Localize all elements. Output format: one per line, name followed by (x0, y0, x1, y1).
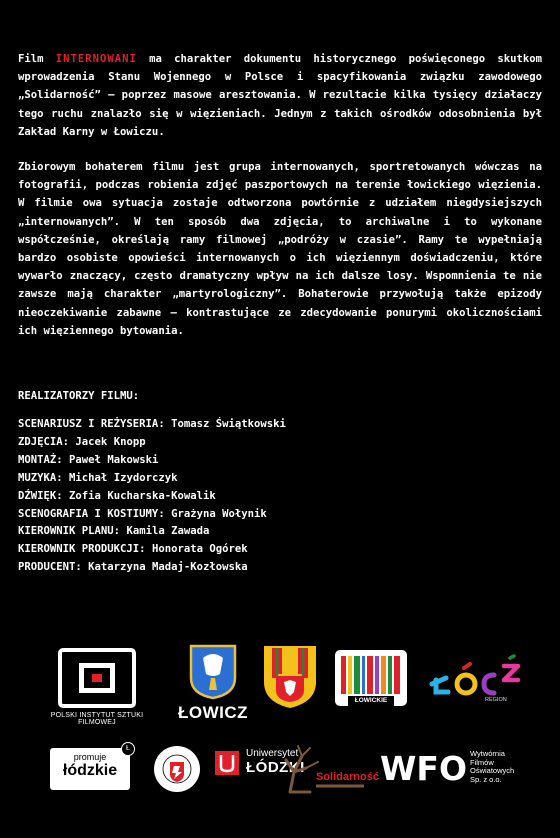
wfo-line2: Filmów (470, 757, 494, 767)
credit-role: ZDJĘCIA: (18, 435, 70, 448)
lowickie-label: ŁOWICKIE (348, 696, 394, 706)
credit-name: Kamila Zawada (126, 525, 210, 538)
promuje-lodzkie-logo (50, 748, 130, 790)
credit-row (18, 559, 538, 577)
promuje-big-label: łódzkie (62, 762, 118, 779)
wfo-line1: Wytwórnia (470, 749, 505, 758)
credit-role: KIEROWNIK PRODUKCJI: (18, 543, 146, 556)
credit-name: Grażyna Wołynik (171, 507, 267, 520)
ul-line1: Uniwersytet (246, 748, 299, 759)
credit-row (18, 470, 538, 488)
credit-row (18, 523, 538, 541)
credit-role: PRODUCENT: (18, 561, 82, 574)
solidarnosc-logo-icon (280, 742, 379, 796)
credit-role: MUZYKA: (18, 471, 63, 484)
credit-name: Tomasz Świątkowski (171, 418, 286, 430)
credit-row (18, 541, 538, 559)
credit-role: KIEROWNIK PLANU: (18, 525, 121, 538)
wfo-mark: WFO (380, 749, 467, 788)
credit-name: Paweł Makowski (69, 453, 159, 466)
credit-name: Zofia Kucharska-Kowalik (69, 489, 216, 502)
pisf-label: POLSKI INSTYTUT SZTUKI FILMOWEJ (50, 712, 144, 726)
powiat-crest-icon (262, 644, 318, 710)
lodz-logo-icon (428, 654, 524, 700)
wfo-line3: Oświatowych (470, 766, 515, 775)
credit-role: MONTAŻ: (18, 453, 63, 466)
university-seal-icon (152, 744, 202, 794)
credit-name: Katarzyna Madaj-Kozłowska (88, 561, 248, 574)
credit-role: SCENOGRAFIA I KOSTIUMY: (18, 507, 165, 520)
credit-row (18, 434, 538, 452)
credit-name: Jacek Knopp (75, 435, 146, 448)
credit-name: Honorata Ogórek (151, 543, 248, 556)
wfo-logo-icon (380, 748, 470, 788)
credit-row (18, 452, 538, 470)
synopsis-paragraph-2: Zbiorowym bohaterem filmu jest grupa internowanych, sportretowanych wówczas na fotografii, podczas robienia zdjęć paszportowych na terenie łowickiego więzienia. W filmie owa sytuacja zostaje odtworzona powtórnie z udziałem niegdysiejszych „internowanych”. W ten sposób dwa zdjęcia, to archiwalne i to wykonane współcześnie, określają ramy filmowej „podróży w czasie”. Ramy te wypełniają bardzo osobiste opowieści internowanych o ich więziennym doświadczeniu, które wywarło znaczący, często dramatyczny wpływ na ich dalsze losy. Wspomnienia te nie zawsze mają charakter „martyrologiczny”. Bohaterowie przywołują także epizody nieoczekiwanie zabawne – kontrastujące ze zdecydowanie ponurymi okolicznościami ich więziennego bytowania. (18, 161, 542, 337)
wfo-line4: Sp. z o.o. (470, 774, 502, 784)
lodz-sub-label: REGION (485, 697, 507, 703)
solidarnosc-label: Solidarność (316, 771, 379, 783)
promuje-small-label: promuje (73, 752, 107, 762)
credit-role: DŹWIĘK: (18, 489, 63, 502)
lowicz-crest-icon (189, 644, 237, 700)
lowicz-label: ŁOWICZ (177, 703, 249, 722)
synopsis-rest: ma charakter dokumentu historycznego poświęconego skutkom wprowadzenia Stanu Wojennego w Polsce i spacyfikowania związku zawodowego „Solidarność” – poprzez masowe aresztowania. W rezultacie kilka tysięcy działaczy tego ruchu znalazło się w więzieniach. Jednym z takich ośrodków odosobnienia był Zakład Karny w Łowiczu. (18, 53, 542, 138)
ul-mark-icon (214, 750, 240, 776)
synopsis-lead: Film (18, 53, 56, 65)
pisf-logo-icon (58, 648, 136, 708)
ul-line2: ŁÓDZKI (246, 759, 305, 776)
film-title: INTERNOWANI (55, 53, 137, 65)
credit-role: SCENARIUSZ I REŻYSERIA: (18, 418, 165, 430)
credit-name: Michał Izydorczyk (69, 471, 178, 484)
synopsis-paragraph-1 (18, 50, 542, 141)
credit-row (18, 416, 538, 434)
promuje-badge-icon: Ł (121, 742, 135, 756)
credits-heading: REALIZATORZY FILMU: (18, 390, 140, 402)
credits-list (18, 416, 538, 577)
wfo-text (470, 750, 550, 784)
credit-row (18, 506, 538, 524)
credit-row (18, 488, 538, 506)
